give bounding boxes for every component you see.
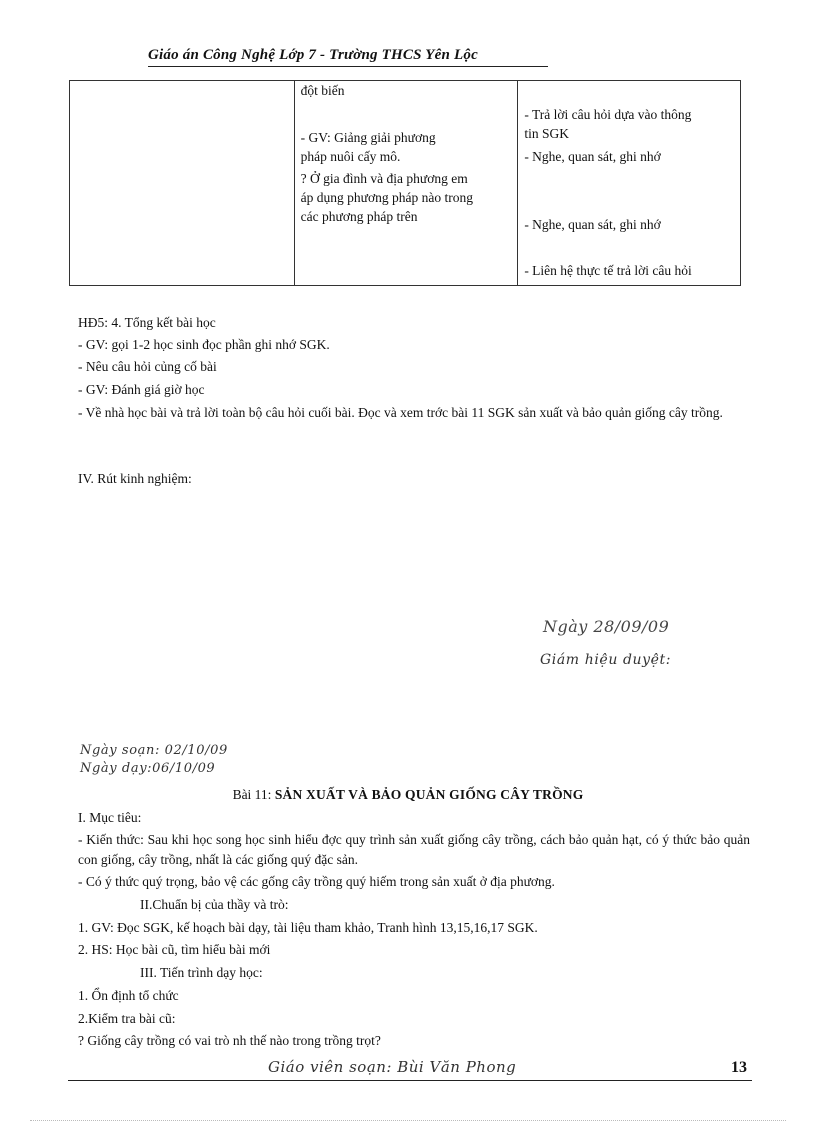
process-step-1: 1. Ổn định tổ chức [78, 988, 179, 1003]
page-number: 13 [731, 1059, 747, 1076]
approval-date: Ngày 28/09/09 [543, 617, 670, 636]
experience-heading: IV. Rút kinh nghiệm: [78, 471, 192, 486]
summary-item: - Về nhà học bài và trả lời toàn bộ câu hỏi cuối bài. Đọc và xem trớc bài 11 SGK sản xuất và bảo quản giống cây trồng. [78, 405, 723, 420]
table-row [70, 81, 741, 286]
prepared-date: Ngày soạn: 02/10/09 [80, 743, 228, 758]
lesson-title [0, 787, 816, 803]
taught-date: Ngày dạy:06/10/09 [80, 761, 216, 776]
table-cell-student-activity [518, 81, 741, 286]
table-line: - GV: Giảng giải phương [300, 130, 436, 145]
approval-label: Giám hiệu duyệt: [540, 652, 672, 668]
table-cell-teacher-content [70, 81, 295, 286]
table-line: pháp nuôi cấy mô. [300, 149, 401, 164]
review-question: ? Giống cây trồng có vai trò nh thế nào trong trồng trọt? [78, 1033, 381, 1048]
footer-teacher-name: Giáo viên soạn: Bùi Văn Phong [268, 1058, 517, 1076]
preparation-heading: II.Chuẩn bị của thầy và trò: [140, 897, 289, 912]
table-line: các phương pháp trên [300, 209, 418, 224]
table-line: - Nghe, quan sát, ghi nhớ [524, 149, 661, 164]
summary-item: - Nêu câu hỏi củng cố bài [78, 359, 217, 374]
table-cell-teacher-activity [294, 81, 518, 286]
lesson-prefix: Bài 11: [232, 787, 275, 802]
header-divider [148, 66, 548, 67]
table-line: - Trả lời câu hỏi dựa vào thông [524, 107, 692, 122]
preparation-hs: 2. HS: Học bài cũ, tìm hiểu bài mới [78, 942, 271, 957]
objective-attitude: - Có ý thức quý trọng, bảo vệ các gống cây trồng quý hiếm trong sản xuất ở địa phương. [78, 874, 555, 889]
lesson-activity-table [69, 80, 741, 286]
page-bottom-dotted-border [30, 1120, 786, 1121]
table-line: - Liên hệ thực tế trả lời câu hỏi [524, 263, 692, 278]
footer-divider [68, 1080, 752, 1081]
summary-item: - GV: Đánh giá giờ học [78, 382, 205, 397]
process-step-2: 2.Kiểm tra bài cũ: [78, 1011, 176, 1026]
table-line: áp dụng phương pháp nào trong [300, 190, 473, 205]
objectives-heading: I. Mục tiêu: [78, 810, 142, 825]
table-line: - Nghe, quan sát, ghi nhớ [524, 217, 661, 232]
summary-item: - GV: gọi 1-2 học sinh đọc phần ghi nhớ SGK. [78, 337, 330, 352]
table-line: đột biến [300, 83, 345, 98]
table-line: tin SGK [524, 126, 569, 141]
process-heading: III. Tiến trình dạy học: [140, 965, 263, 980]
preparation-gv: 1. GV: Đọc SGK, kế hoạch bài dạy, tài liệu tham khảo, Tranh hình 13,15,16,17 SGK. [78, 920, 538, 935]
page-header-title: Giáo án Công Nghệ Lớp 7 - Trường THCS Yên Lộc [148, 47, 478, 63]
summary-heading: HĐ5: 4. Tổng kết bài học [78, 315, 216, 330]
lesson-name: SẢN XUẤT VÀ BẢO QUẢN GIỐNG CÂY TRỒNG [274, 787, 584, 802]
table-line: ? Ở gia đình và địa phương em [300, 171, 468, 186]
objective-knowledge: - Kiến thức: Sau khi học song học sinh hiểu đợc quy trình sản xuất giống cây trồng, cách bảo quản hạt, có ý thức bảo quản con giống, cây trồng, nhất là các giống quý đặc sản. [78, 832, 750, 867]
